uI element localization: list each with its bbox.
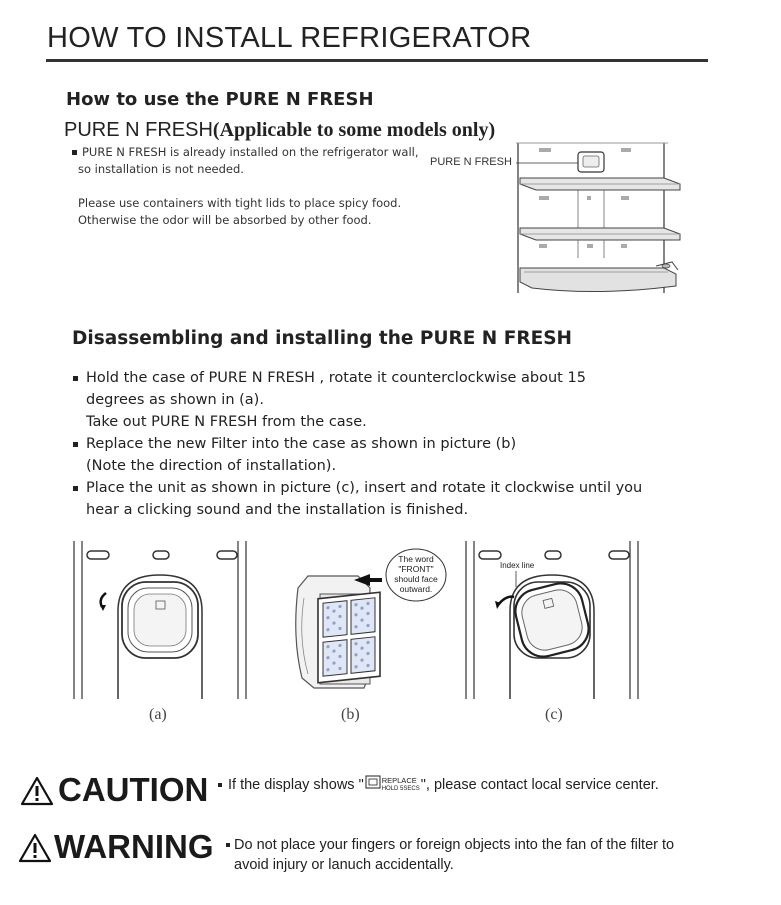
diagram-label-pure-n-fresh: PURE N FRESH: [430, 156, 512, 168]
figure-c-caption: (c): [545, 706, 563, 723]
figure-a-illustration: [70, 541, 250, 701]
install-note: PURE N FRESH is already installed on the refrigerator wall, so installation is not needed.: [72, 144, 419, 178]
replace-filter-icon: [365, 775, 381, 795]
figure-b-note-line-2: "FRONT": [398, 564, 434, 574]
figure-b-note-line-4: outward.: [399, 584, 433, 594]
warning-text: Do not place your fingers or foreign objects into the fan of the filter to avoid injury or lanuch accidentally.: [226, 835, 674, 875]
instruction-continuation: degrees as shown in (a).: [86, 392, 264, 408]
instruction-continuation: Take out PURE N FRESH from the case.: [86, 414, 367, 430]
replace-icon-text: REPLACE HOLD 5SECS: [381, 776, 420, 793]
figure-c-illustration: [462, 541, 642, 701]
bullet-icon: [73, 442, 78, 447]
figure-b-note-line-1: The word: [398, 554, 434, 564]
caution-text: If the display shows " REPLACE HOLD 5SECS ", please contact local service center.: [218, 775, 659, 795]
warning-triangle-icon: [18, 833, 52, 863]
title-divider: [46, 59, 708, 62]
figure-c-index-label: Index line: [500, 561, 535, 570]
figure-b-note-line-3: should face: [394, 574, 438, 584]
subheading-plain: PURE N FRESH: [64, 119, 213, 141]
instruction-list: [72, 367, 692, 521]
bullet-icon: [226, 843, 230, 847]
bullet-icon: [73, 376, 78, 381]
instruction-continuation: (Note the direction of installation).: [86, 458, 337, 474]
page-title: HOW TO INSTALL REFRIGERATOR: [47, 22, 532, 54]
caution-warning-triangle-icon: [20, 776, 54, 806]
figure-b-caption: (b): [341, 706, 360, 723]
warning-title: WARNING: [54, 828, 214, 865]
caution-title: CAUTION: [58, 771, 209, 808]
subheading-bold: (Applicable to some models only): [212, 119, 496, 141]
section-heading-disassembly: Disassembling and installing the PURE N FRESH: [72, 328, 573, 349]
figure-a-caption: (a): [149, 706, 167, 723]
section-heading-usage: How to use the PURE N FRESH: [66, 89, 374, 110]
instruction-step: Replace the new Filter into the case as shown in picture (b): [72, 433, 692, 455]
figure-b-illustration: [268, 548, 452, 698]
odor-note: Please use containers with tight lids to place spicy food. Otherwise the odor will be absorbed by other food.: [78, 196, 402, 227]
instruction-continuation: hear a clicking sound and the installation is finished.: [86, 502, 469, 518]
instruction-step: Place the unit as shown in picture (c), insert and rotate it clockwise until you: [72, 477, 692, 499]
bullet-icon: [73, 486, 78, 491]
bullet-icon: [72, 150, 77, 155]
instruction-step: Hold the case of PURE N FRESH , rotate it counterclockwise about 15: [72, 367, 692, 389]
bullet-icon: [218, 783, 222, 787]
